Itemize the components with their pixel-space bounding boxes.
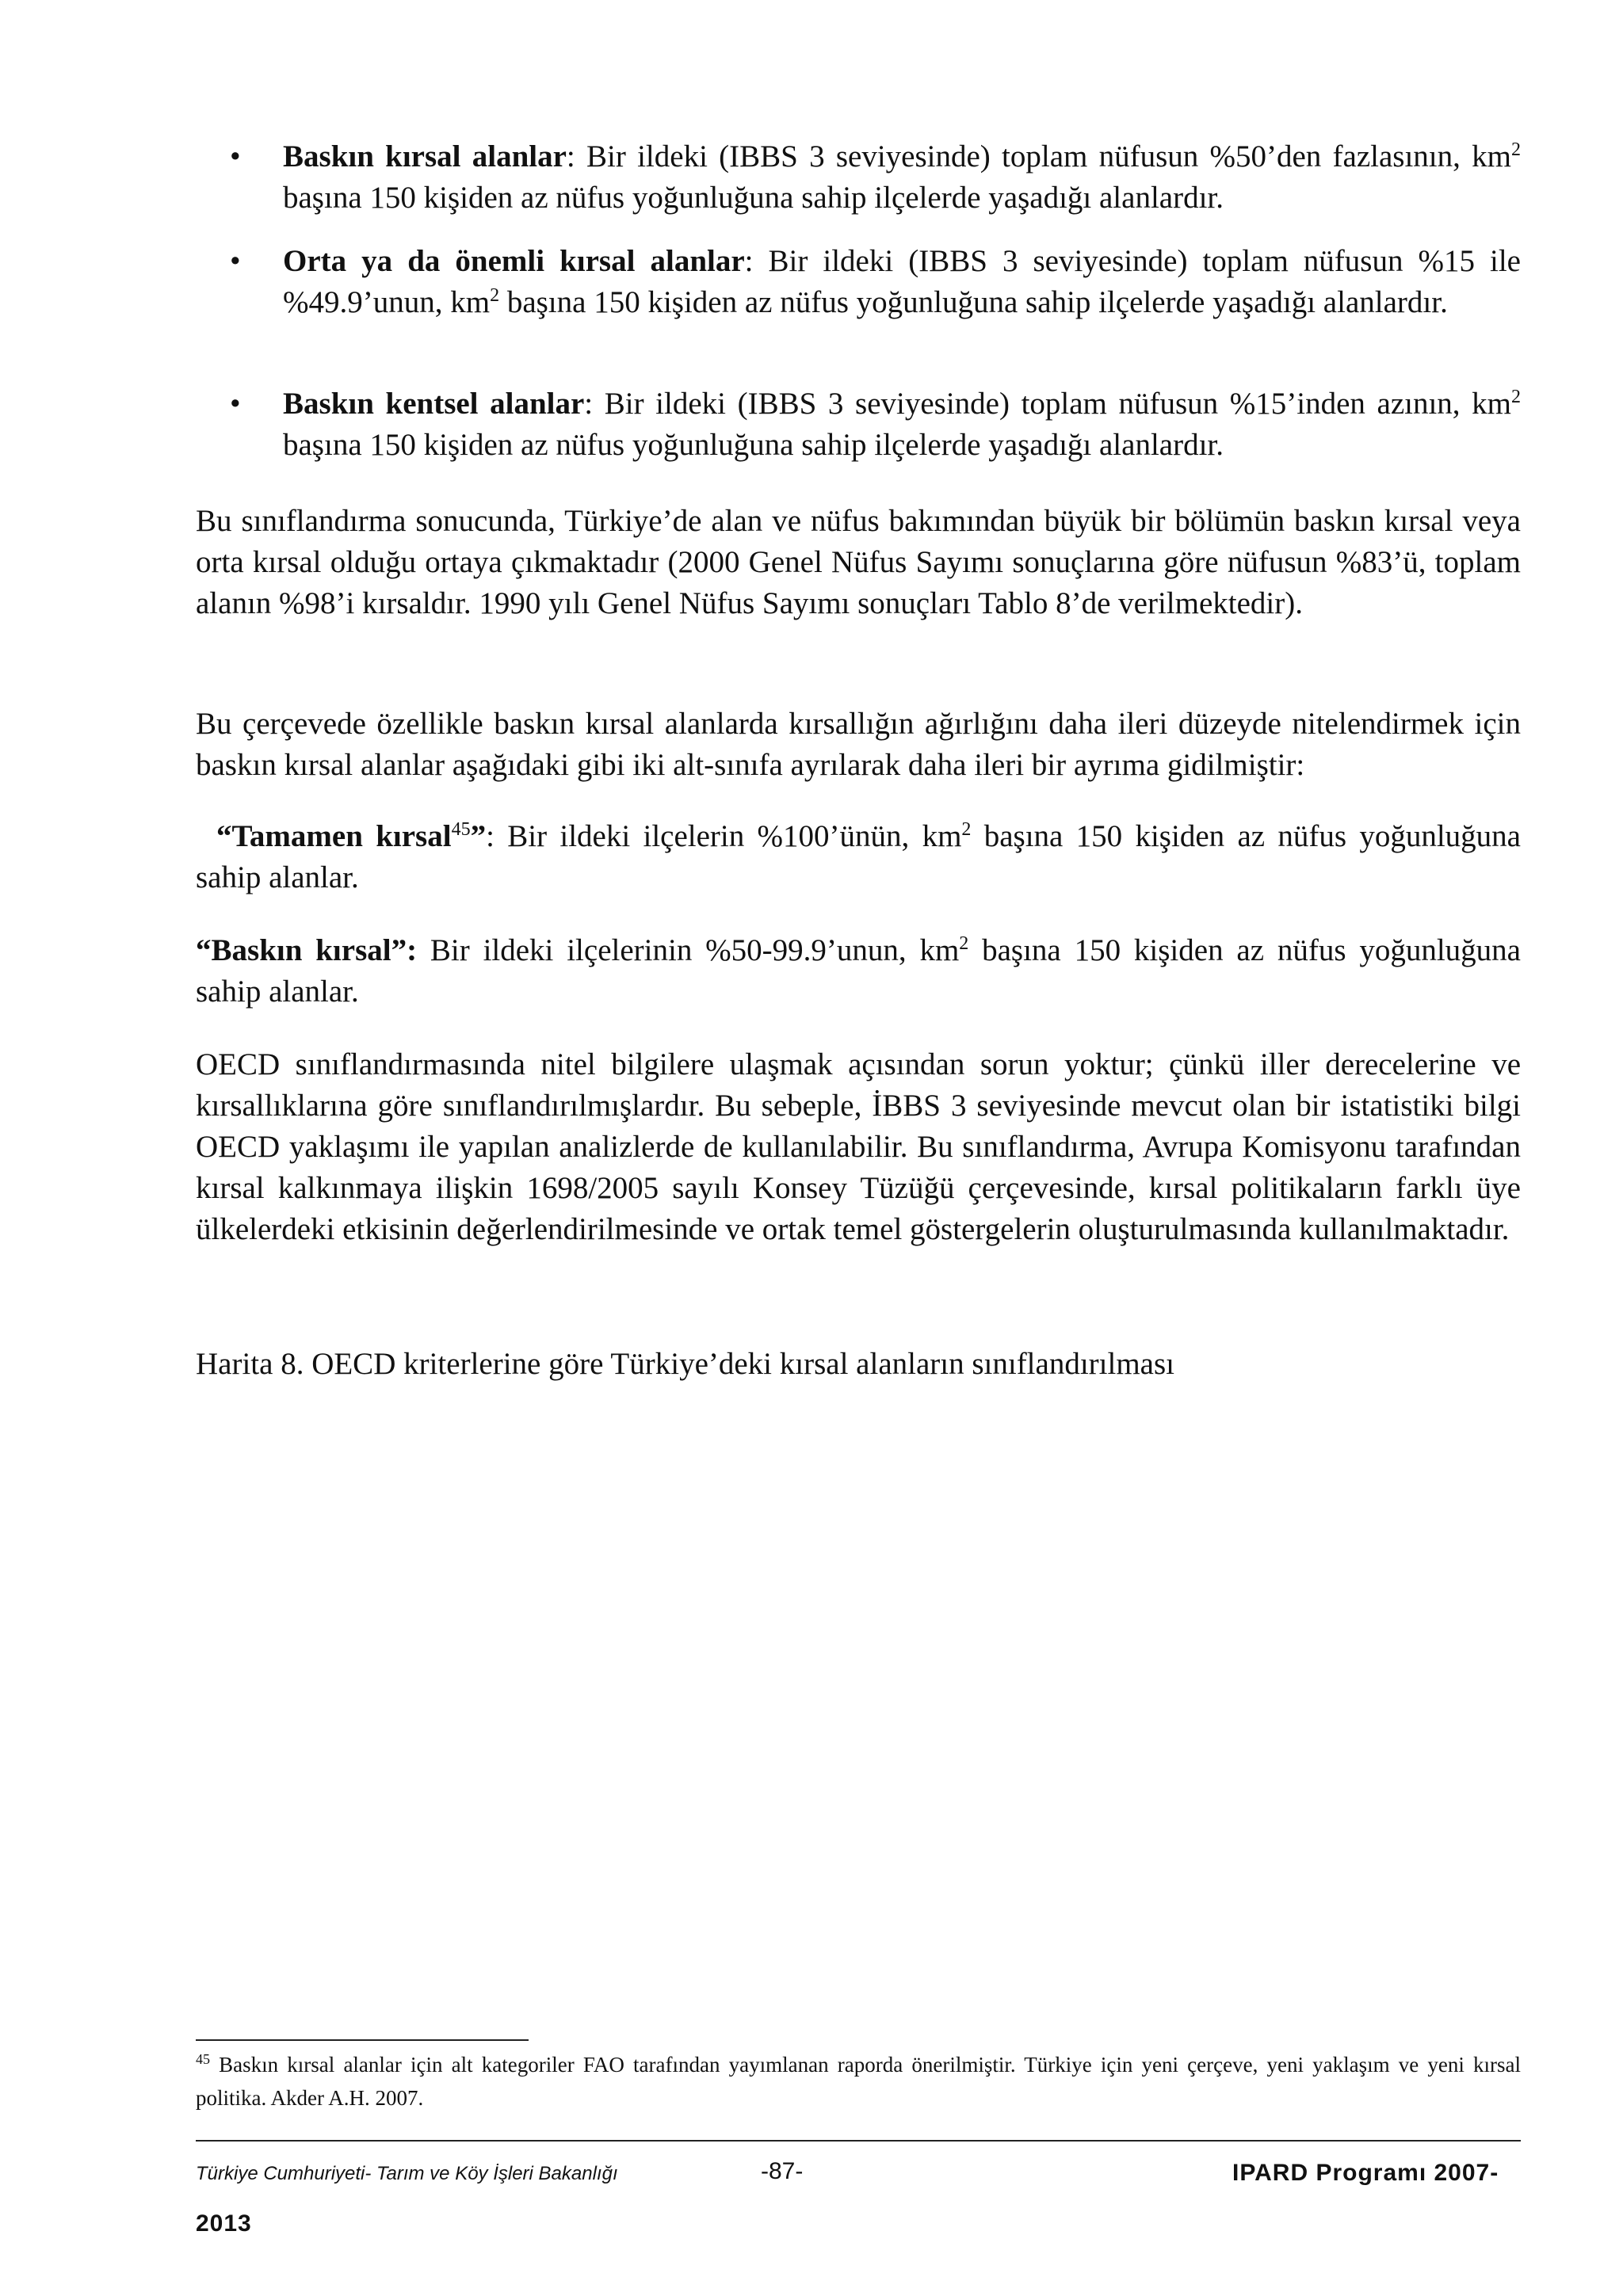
bullet-text: başına 150 kişiden az nüfus yoğunluğuna sahip ilçelerde yaşadığı alanlardır. [283,181,1224,215]
superscript: 2 [1511,387,1521,407]
bullet-text: başına 150 kişiden az nüfus yoğunluğuna sahip ilçelerde yaşadığı alanlardır. [283,428,1224,462]
definition-text: Bir ildeki ilçelerinin %50-99.9’unun, km [417,933,960,967]
footnote [196,2048,1521,2115]
bullet-marker: • [230,387,241,421]
footer-program-year: 2013 [196,2210,252,2237]
bullet-text: : Bir ildeki (IBBS 3 seviyesinde) toplam nüfusun %15’inden azının, km [584,387,1511,421]
definition-term-close: ” [470,819,487,853]
footnote-number: 45 [196,2051,210,2067]
bullet-item-baskin-kentsel [283,383,1521,466]
definition-baskin-kirsal [196,930,1521,1013]
footnote-ref: 45 [451,819,471,840]
bullet-item-orta-kirsal [283,241,1521,323]
superscript: 2 [490,285,500,306]
paragraph-oecd-classification: OECD sınıflandırmasında nitel bilgilere ulaşmak açısından sorun yoktur; çünkü iller derecelerine ve kırsallıklarına göre sınıflandırılmışlardır. Bu sebeple, İBBS 3 seviyesinde mevcut olan bir istatistiki bilgi OECD yaklaşımı ile yapılan analizlerde de kullanılabilir. Bu sınıflandırma, Avrupa Komisyonu tarafından kırsal kalkınmaya ilişkin 1698/2005 sayılı Konsey Tüzüğü çerçevesinde, kırsal politikaların farklı üye ülkelerdeki etkisinin değerlendirilmesinde ve ortak temel göstergelerin oluşturulmasında kullanılmaktadır. [196,1047,1521,1246]
bullet-item-baskin-kirsal [283,136,1521,219]
bullet-text: : Bir ildeki (IBBS 3 seviyesinde) toplam nüfusun %15 ile %49.9’unun, km [283,244,1521,319]
bullet-term: Baskın kırsal alanlar [283,139,567,174]
footer-program: IPARD Programı 2007- [1232,2160,1499,2186]
footnote-divider [196,2039,529,2041]
definition-text: başına 150 kişiden az nüfus yoğunluğuna sahip alanlar. [196,933,1521,1009]
bullet-text: başına 150 kişiden az nüfus yoğunluğuna sahip ilçelerde yaşadığı alanlardır. [499,285,1448,319]
page-number: -87- [761,2158,804,2184]
bullet-marker: • [230,244,241,278]
bullet-term: Orta ya da önemli kırsal alanlar [283,244,745,278]
footnote-text: Baskın kırsal alanlar için alt kategoriler FAO tarafından yayımlanan raporda önerilmiştir. Türkiye için yeni çerçeve, yeni yaklaşım ve yeni kırsal politika. Akder A.H. 2007. [196,2053,1521,2110]
footer-divider [196,2140,1521,2142]
definition-tamamen-kirsal [196,816,1521,898]
paragraph-classification-result: Bu sınıflandırma sonucunda, Türkiye’de alan ve nüfus bakımından büyük bir bölümün baskın kırsal veya orta kırsal olduğu ortaya çıkmaktadır (2000 Genel Nüfus Sayımı sonuçlarına göre nüfusun %83’ü, toplam alanın %98’i kırsaldır. 1990 yılı Genel Nüfus Sayımı sonuçları Tablo 8’de verilmektedir). [196,504,1521,620]
definition-text: : Bir ildeki ilçelerin %100’ünün, km [486,819,962,853]
bullet-marker: • [230,139,241,174]
superscript: 2 [961,819,972,840]
definition-term: “Tamamen kırsal [216,819,452,853]
definition-term: “Baskın kırsal”: [196,933,418,967]
footer-ministry: Türkiye Cumhuriyeti- Tarım ve Köy İşleri Bakanlığı [196,2163,618,2184]
map-caption: Harita 8. OECD kriterlerine göre Türkiye’deki kırsal alanların sınıflandırılması [196,1347,1174,1381]
superscript: 2 [959,933,969,954]
definition-text: başına 150 kişiden az nüfus yoğunluğuna sahip alanlar. [196,819,1521,894]
paragraph-subclass-intro: Bu çerçevede özellikle baskın kırsal alanlarda kırsallığın ağırlığını daha ileri düzeyde nitelendirmek için baskın kırsal alanlar aşağıdaki gibi iki alt-sınıfa ayrılarak daha ileri bir ayrıma gidilmiştir: [196,707,1521,782]
superscript: 2 [1510,139,1521,160]
bullet-text: : Bir ildeki (IBBS 3 seviyesinde) toplam nüfusun %50’den fazlasının, km [566,139,1511,174]
bullet-term: Baskın kentsel alanlar [283,387,585,421]
